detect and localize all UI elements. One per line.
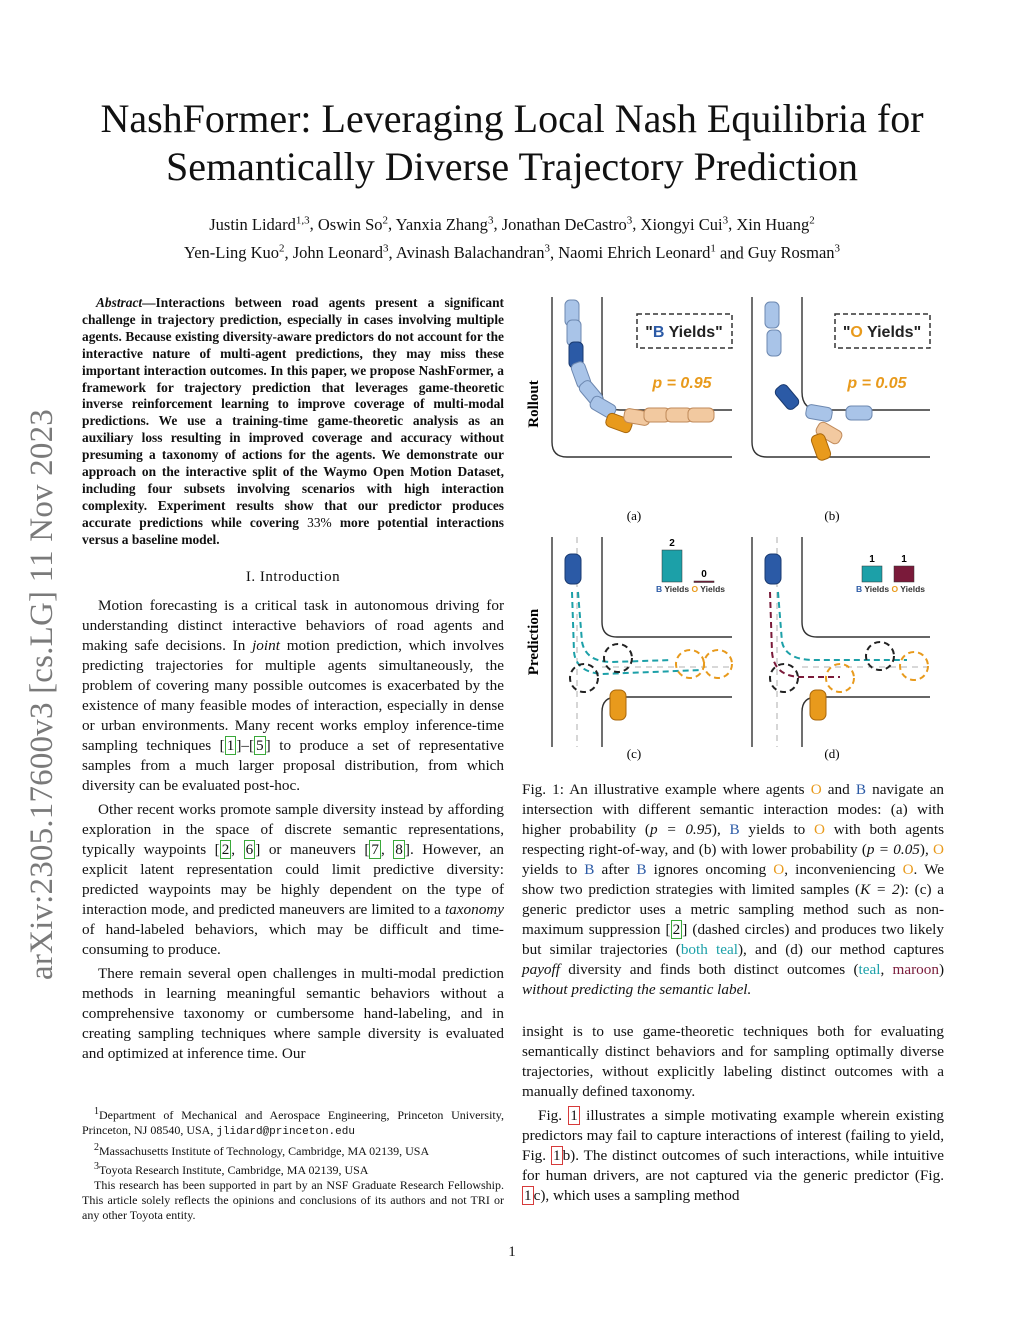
cap-math: K = 2 bbox=[860, 881, 900, 898]
footnote-3: $^3$Toyota Research Institute, Cambridge, MA 02139, USA bbox=[94, 1161, 369, 1177]
abstract-lead: Abstract bbox=[96, 295, 143, 310]
bar-legend: B Yields O Yields bbox=[656, 584, 726, 594]
paper-title bbox=[60, 95, 964, 191]
cap-text: ) bbox=[938, 961, 945, 978]
figure-link[interactable]: 1 bbox=[570, 1107, 578, 1124]
car-o-c bbox=[610, 690, 626, 720]
intro-p2-text-b: or maneuvers bbox=[260, 840, 365, 858]
abstract-end: more potential interactions versus a baseline model. bbox=[82, 514, 504, 547]
figure-1-illustration bbox=[522, 292, 942, 770]
author-affiliation: 3 bbox=[487, 214, 494, 226]
car-b-b bbox=[773, 383, 800, 412]
probability-a: p = 0.95 bbox=[652, 375, 712, 392]
cap-text: , bbox=[880, 961, 893, 978]
arxiv-stamp: arXiv:2305.17600v3 [cs.LG] 11 Nov 2023 bbox=[24, 409, 60, 980]
cap-agent-b: B bbox=[855, 781, 866, 798]
panel-label-a: (a) bbox=[626, 508, 642, 523]
cap-text: , inconveniencing bbox=[784, 861, 903, 878]
row-label-prediction: Prediction bbox=[526, 608, 542, 676]
author-affiliation: 1 bbox=[710, 242, 716, 255]
cap-text: Fig. 1: An illustrative example where agents bbox=[522, 781, 811, 798]
author-name: Jonathan DeCastro$^3$ bbox=[501, 214, 633, 234]
citation-link[interactable]: 2 bbox=[672, 921, 681, 938]
cap-text: and bbox=[821, 781, 856, 798]
citation-link[interactable]: 5 bbox=[256, 736, 264, 754]
bar-value-label: 1 bbox=[901, 554, 907, 565]
panel-label-c: (c) bbox=[626, 746, 642, 761]
author-name: Yanxia Zhang$^3$ bbox=[395, 214, 494, 234]
right-paragraph-2 bbox=[522, 1106, 944, 1206]
author-affiliation: 3 bbox=[383, 242, 389, 255]
cap-math: p = 0.05 bbox=[866, 841, 920, 858]
author-name: Xin Huang$^2$ bbox=[736, 214, 815, 234]
intro-p2-emphasis: taxonomy bbox=[444, 900, 504, 918]
footnote-2-text: Massachusetts Institute of Technology, Cambridge, MA 02139, USA bbox=[99, 1144, 430, 1158]
section-heading: I. Introduction bbox=[245, 568, 341, 585]
bar-chart-c bbox=[656, 538, 725, 594]
author-name: Justin Lidard$^{1,3}$ bbox=[209, 214, 310, 234]
cap-teal: teal bbox=[858, 961, 881, 978]
footnote-1: $^1$Department of Mechanical and Aerospace Engineering, Princeton University, Princeton, NJ 08540, USA, jlidard@princeton.edu bbox=[82, 1106, 504, 1138]
car-b-d bbox=[765, 554, 781, 584]
bar-mark bbox=[694, 581, 714, 583]
cap-text: ), bbox=[711, 821, 730, 838]
cap-text: (dashed circles) and produces two likely but similar trajectories ( bbox=[522, 921, 944, 958]
cap-agent-o: O bbox=[814, 821, 825, 838]
title-line-1: NashFormer: Leveraging Local Nash Equilibria for bbox=[100, 96, 924, 141]
author-affiliation: 2 bbox=[382, 214, 389, 226]
panel-d bbox=[752, 537, 930, 761]
author-name: Avinash Balachandran$^3$ bbox=[395, 242, 550, 262]
cap-agent-b: B bbox=[729, 821, 740, 838]
cap-text: with both agents respecting right-of-way, and (b) with lower probability ( bbox=[522, 821, 945, 858]
abstract-percent: 33% bbox=[307, 514, 332, 530]
bar-value-label: 0 bbox=[701, 569, 707, 580]
author-affiliation: 3 bbox=[544, 242, 550, 255]
author-affiliation: 3 bbox=[626, 214, 633, 226]
row-label-rollout: Rollout bbox=[526, 380, 542, 428]
intro-paragraph-3: There remain several open challenges in multi-modal prediction methods in learning meaningful semantic behaviors without a comprehensive taxonomy or cumbersome hand-labeling, and in creating sampling techniques where sample diversity is evaluated and optimized at inference time. Our bbox=[82, 964, 504, 1062]
figure-link[interactable]: 1 bbox=[524, 1187, 532, 1204]
intro-paragraph-2: Other recent works promote sample diversity instead by affording exploration in the space of discrete semantic representations, typically waypoints [ 2 , 6 ] or maneuvers [ 7 , 8 ]. However, an explicit latent representation could limit predictive diversity: predicted waypoints may be highly dependent on the type of interaction mode, and predicted maneuvers are limited to a taxonomy of hand-labeled behaviors, which may be difficult and time-consuming to produce. bbox=[82, 800, 504, 958]
title-line-2: Semantically Diverse Trajectory Prediction bbox=[165, 144, 859, 189]
right-paragraph-1: insight is to use game-theoretic techniques both for evaluating semantically distinct behaviors and for sampling optimally diverse trajectories, without explicitly labeling distinct outcomes with a manually defined taxonomy. bbox=[522, 1023, 944, 1100]
cap-text: ), and (d) our method captures bbox=[737, 941, 945, 958]
citation-link[interactable]: 6 bbox=[245, 840, 254, 858]
cap-agent-o: O bbox=[773, 861, 785, 878]
footnote-1-text: Department of Mechanical and Aerospace Engineering, Princeton University, Princeton, NJ 08540, USA, bbox=[82, 1108, 504, 1137]
authors-line-1: Justin Lidard$^{1,3}$, Oswin So$^2$, Yanxia Zhang$^3$, Jonathan DeCastro$^3$, Xiongyi Cui$^3$, Xin Huang$^2$ bbox=[209, 214, 815, 234]
panel-label-b: (b) bbox=[824, 508, 840, 523]
bar-mark bbox=[662, 550, 682, 582]
author-name: John Leonard$^3$ bbox=[292, 242, 389, 262]
authors-line-2: Yen-Ling Kuo$^2$, John Leonard$^3$, Avinash Balachandran$^3$, Naomi Ehrich Leonard$^1$ and Guy Rosman$^3$ bbox=[183, 242, 841, 262]
cap-emphasis: payoff bbox=[522, 961, 560, 978]
right-p2-text: illustrates a simple motivating example wherein existing predictors may fail to capture interactions of interest (failing to yield, Fig. bbox=[522, 1107, 945, 1164]
cap-text: diversity and finds both distinct outcomes ( bbox=[559, 961, 859, 978]
cap-text: ): (c) a generic predictor uses a metric sampling method such as non-maximum suppression bbox=[522, 881, 945, 938]
cap-math: p = 0.95 bbox=[650, 821, 712, 838]
cap-agent-b: B bbox=[584, 861, 595, 878]
author-affiliation: 1,3 bbox=[295, 214, 310, 226]
citation-link[interactable]: 2 bbox=[221, 840, 230, 858]
right-column bbox=[522, 780, 944, 1206]
intro-p1-text-b: motion prediction, which involves predicting trajectories for multiple agents simultaneously, the problem of covering many possible outcomes is exacerbated by the existence of many feasible modes of interaction, especially in dense or urban environments. Many recent works employ inference-time sampling techniques bbox=[82, 636, 504, 754]
cap-text: ignores oncoming bbox=[646, 861, 774, 878]
cap-agent-o: O bbox=[933, 841, 944, 858]
bar-mark bbox=[894, 566, 914, 582]
author-name: Yen-Ling Kuo$^2$ bbox=[183, 242, 285, 262]
cap-text: after bbox=[594, 861, 637, 878]
probability-b: p = 0.05 bbox=[847, 375, 907, 392]
citation-dash: – bbox=[241, 736, 249, 754]
figure-caption: Fig. 1: An illustrative example where agents O and B navigate an intersection with different semantic interaction modes: (a) with higher probability (p = 0.95), B yields to O with both agents respecting right-of-way, and (b) with lower probability (p = 0.05), O yields to B after B ignores oncoming O, inconveniencing O. We show two prediction strategies with limited samples (K = 2): (c) a generic predictor uses a metric sampling method such as non-maximum suppression [ 2 ] (dashed circles) and produces two likely but similar trajectories (both teal), and (d) our method captures payoff diversity and finds both distinct outcomes (teal, maroon) without predicting the semantic label. bbox=[522, 781, 945, 998]
author-name: Oswin So$^2$ bbox=[317, 214, 389, 234]
bar-chart-d bbox=[856, 554, 925, 594]
author-affiliation: 3 bbox=[834, 242, 841, 255]
panel-b bbox=[752, 297, 930, 523]
author-affiliation: 2 bbox=[279, 242, 285, 255]
panel-a bbox=[552, 297, 732, 523]
figure-link[interactable]: 1 bbox=[552, 1147, 561, 1164]
label-box-a-text: "B Yields" bbox=[645, 324, 723, 341]
citation-link[interactable]: 7 bbox=[371, 840, 379, 858]
author-name: Naomi Ehrich Leonard$^1$ bbox=[558, 242, 716, 262]
citation-link[interactable]: 8 bbox=[395, 840, 403, 858]
footnote-2: $^2$Massachusetts Institute of Technology, Cambridge, MA 02139, USA bbox=[94, 1142, 430, 1158]
cap-maroon: maroon bbox=[892, 961, 939, 978]
intro-p1-emphasis: joint bbox=[252, 636, 280, 654]
panel-c bbox=[552, 537, 732, 761]
page-number: 1 bbox=[508, 1244, 516, 1260]
footnote-4: This research has been supported in part by an NSF Graduate Research Fellowship. This article solely reflects the opinions and conclusions of its authors and not TRI or any other Toyota entity. bbox=[82, 1178, 504, 1222]
cap-agent-b: B bbox=[636, 861, 647, 878]
bar-legend: B Yields O Yields bbox=[856, 584, 926, 594]
panel-label-d: (d) bbox=[824, 746, 840, 761]
citation-comma: , bbox=[231, 840, 236, 858]
author-name: Xiongyi Cui$^3$ bbox=[640, 214, 729, 234]
cap-text: navigate an intersection with different semantic interaction modes: (a) with higher probability ( bbox=[522, 781, 944, 838]
intro-p1-text-c: to produce a set of representative samples from a much larger proposal distribution, from which diversity can be evaluated post-hoc. bbox=[82, 736, 504, 794]
intro-p2-text-a: Other recent works promote sample diversity instead by affording exploration in the space of discrete semantic representations, typically waypoints bbox=[82, 800, 504, 858]
abstract bbox=[82, 295, 504, 549]
author-affiliation: 2 bbox=[809, 214, 815, 226]
footnotes bbox=[82, 1104, 504, 1223]
footnote-3-text: Toyota Research Institute, Cambridge, MA 02139, USA bbox=[99, 1163, 369, 1177]
intro-p1-text-a: Motion forecasting is a critical task in autonomous driving for understanding distinct interactive behaviors of road agents and making safe decisions. In bbox=[82, 596, 504, 654]
cap-text: . bbox=[747, 981, 752, 998]
cap-text: yields to bbox=[739, 821, 814, 838]
cap-agent-o: O bbox=[810, 781, 822, 798]
cap-agent-o: O bbox=[902, 861, 914, 878]
cap-emphasis: without predicting the semantic label bbox=[522, 981, 748, 998]
cap-text: ), bbox=[919, 841, 934, 858]
bar-value-label: 2 bbox=[669, 538, 675, 549]
intro-p2-text-c: . However, an explicit latent representation could limit predictive diversity: predicted waypoints may be highly dependent on the type of interaction mode, and predicted maneuvers are limited to a bbox=[82, 840, 504, 918]
author-email[interactable]: jlidard@princeton.edu bbox=[216, 1126, 355, 1138]
right-p2-text: Fig. bbox=[538, 1107, 569, 1124]
intro-paragraph-1: Motion forecasting is a critical task in autonomous driving for understanding distinct interactive behaviors of road agents and making safe decisions. In joint motion prediction, which involves predicting trajectories for multiple agents simultaneously, the problem of covering many possible outcomes is exacerbated by the existence of many feasible modes of interaction, especially in dense or urban environments. Many recent works employ inference-time sampling techniques [ 1 ]–[ 5 ] to produce a set of representative samples from a much larger proposal distribution, from which diversity can be evaluated post-hoc. bbox=[82, 596, 504, 794]
car-b-c bbox=[565, 554, 581, 584]
label-box-b-text: "O Yields" bbox=[842, 324, 922, 341]
right-p2-text: c), which uses a sampling method bbox=[533, 1187, 740, 1204]
bar-value-label: 1 bbox=[869, 554, 875, 565]
author-affiliation: 3 bbox=[722, 214, 729, 226]
car-o-d bbox=[810, 690, 826, 720]
right-p2-text: b). The distinct outcomes of such interactions, while intuitive for human drivers, are not captured via the generic predictor (Fig. bbox=[522, 1147, 944, 1184]
author-name: Guy Rosman$^3$ bbox=[747, 242, 841, 262]
citation-comma: , bbox=[380, 840, 385, 858]
bar-mark bbox=[862, 566, 882, 582]
left-column bbox=[82, 295, 504, 1064]
cap-text: . We show two prediction strategies with limited samples ( bbox=[522, 861, 945, 898]
citation-link[interactable]: 1 bbox=[226, 736, 235, 754]
abstract-text: —Interactions between road agents present a significant challenge in trajectory prediction, especially in cases involving multiple agents. Because existing diversity-aware predictors do not account for the interactive nature of multi-agent predictions, they may miss these important interaction outcomes. In this paper, we propose NashFormer, a framework for trajectory prediction that leverages game-theoretic inverse reinforcement learning to improve coverage of multi-modal predictions. We use a training-time game-theoretic analysis as an auxiliary loss resulting in improved coverage and accuracy without presuming a taxonomy of actions for the agents. We demonstrate our approach on the interactive split of the Waymo Open Motion Dataset, including four subsets involving scenarios with high interaction complexity. Experiment results show that our predictor produces accurate predictions while covering bbox=[82, 295, 504, 530]
figure-1 bbox=[522, 292, 942, 770]
cap-teal: both teal bbox=[680, 941, 738, 958]
author-list bbox=[90, 208, 934, 265]
intro-p2-text-d: of hand-labeled behaviors, which may be difficult and time-consuming to produce. bbox=[82, 920, 504, 958]
cap-text: yields to bbox=[522, 861, 585, 878]
